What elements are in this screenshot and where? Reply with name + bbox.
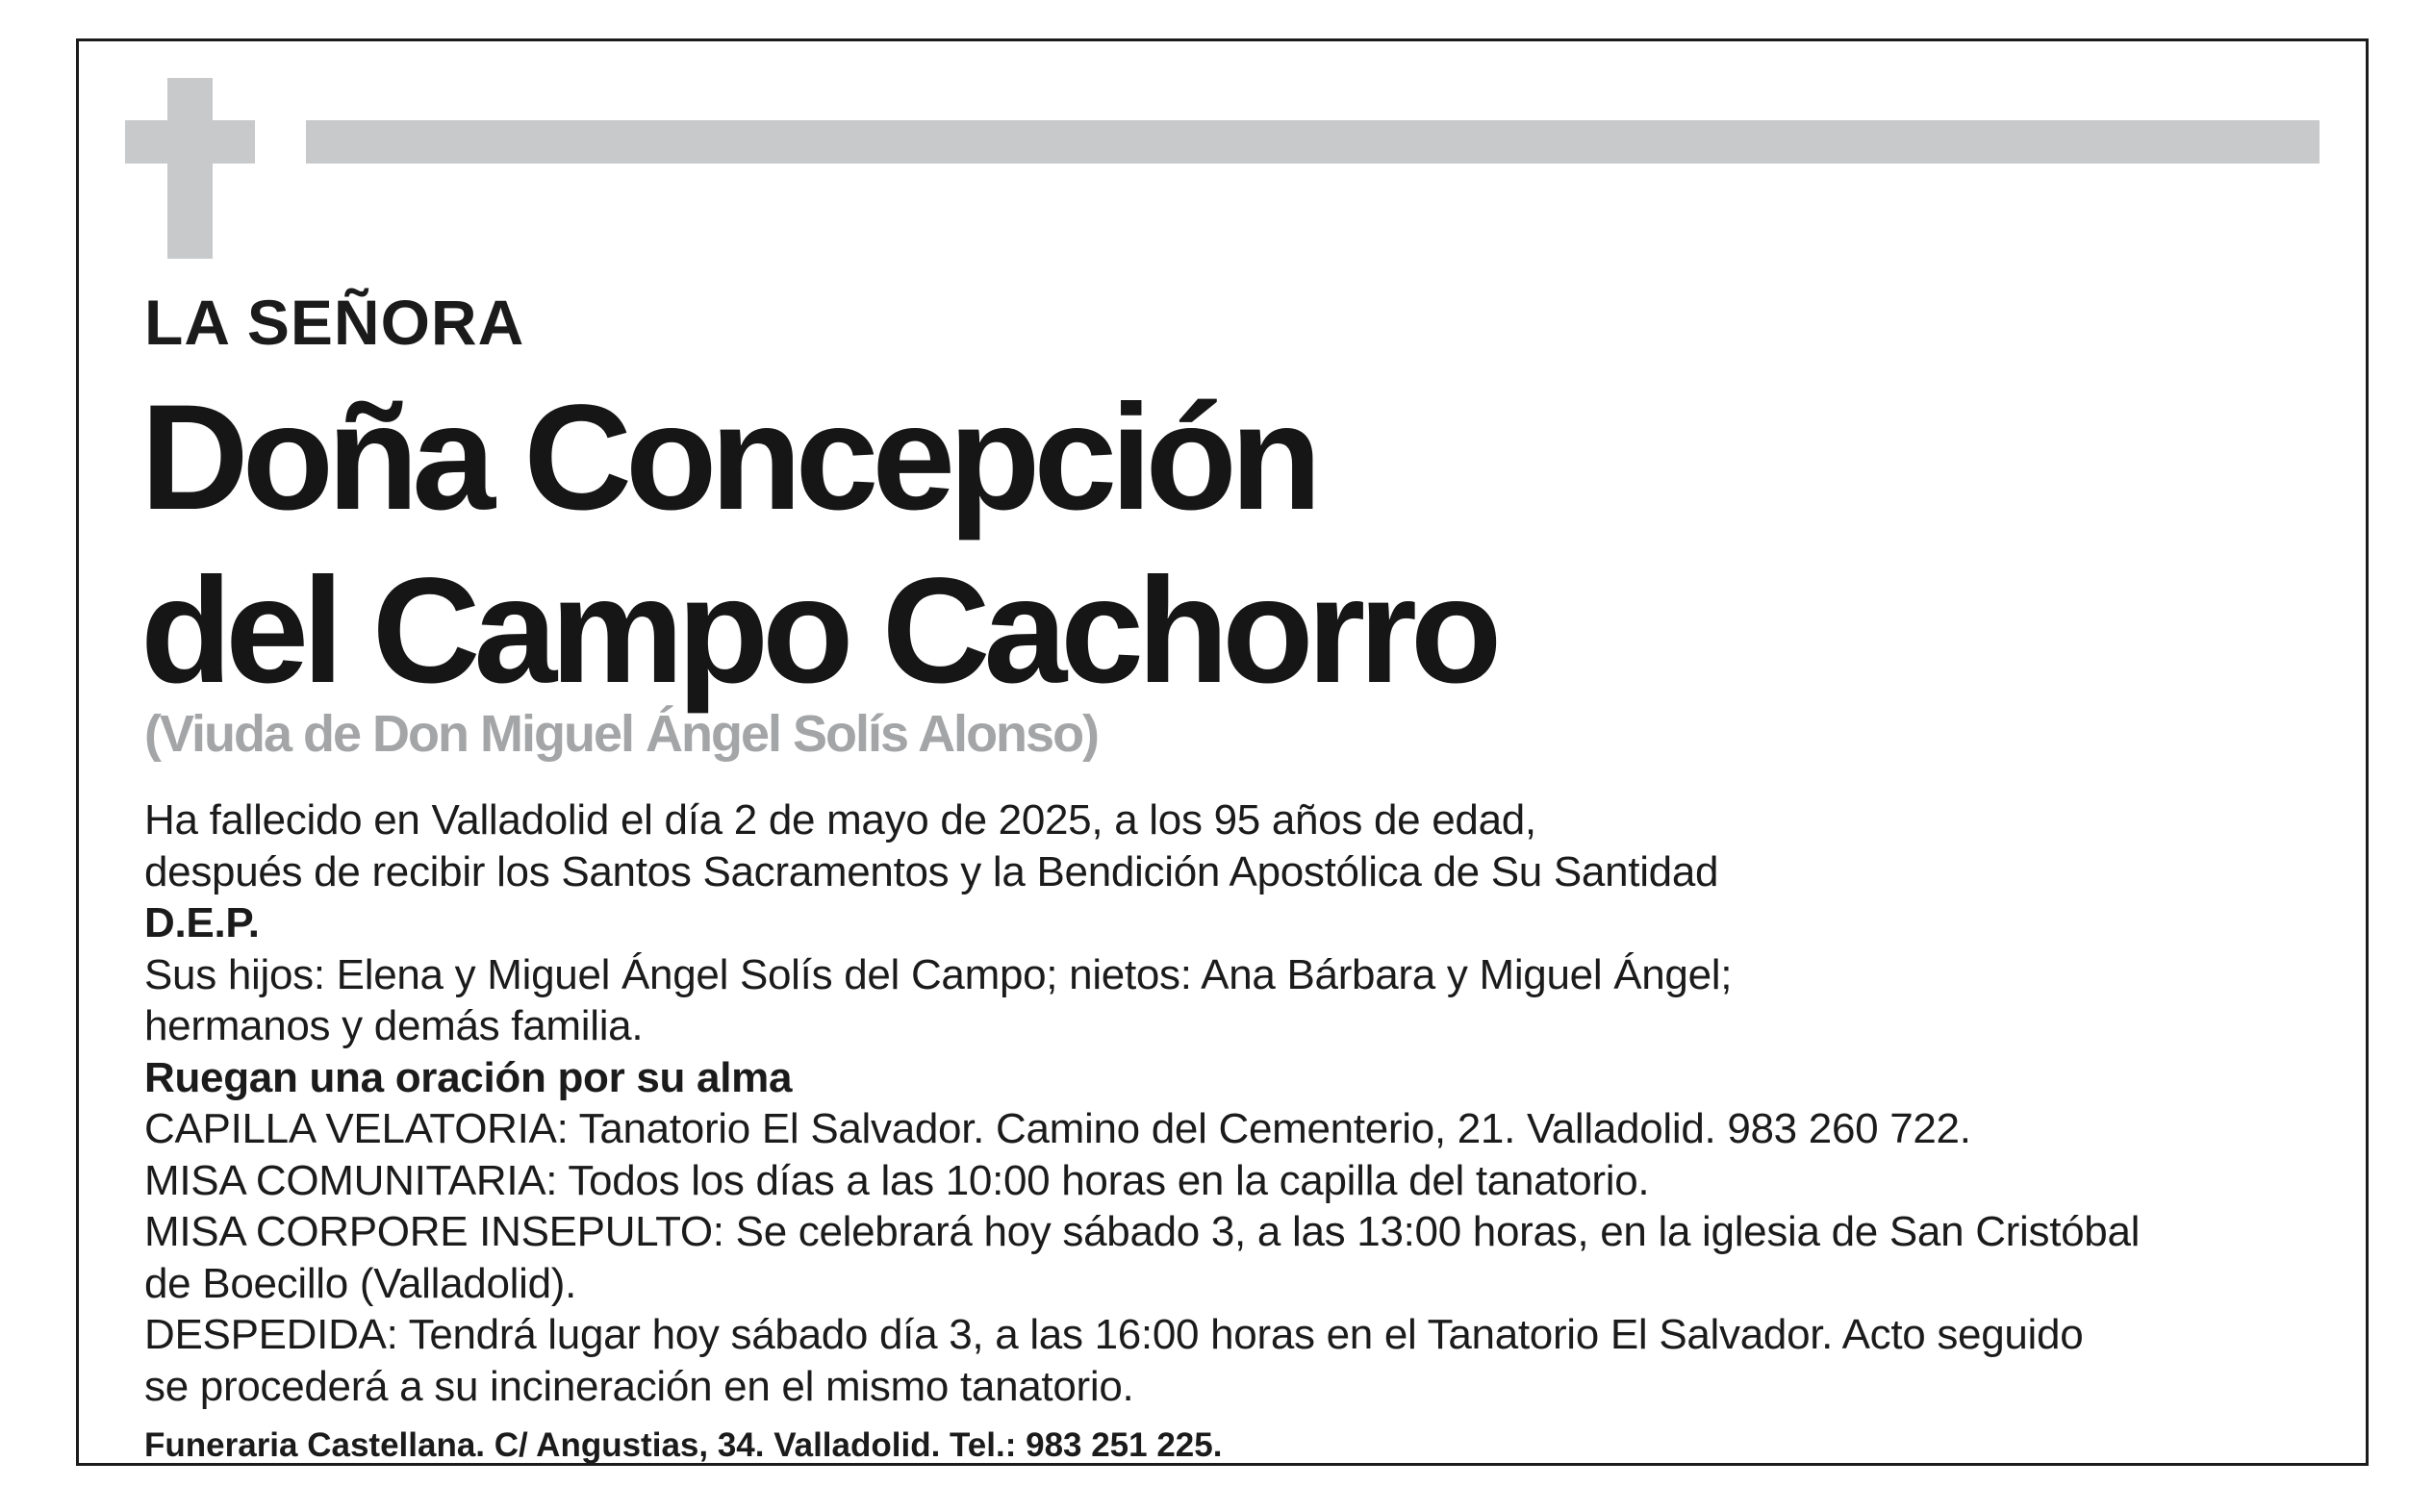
body-line-prayer: Ruegan una oración por su alma [144,1053,793,1101]
body-line-death: Ha fallecido en Valladolid el día 2 de mayo de 2025, a los 95 años de edad, [144,796,1536,844]
body-line-farewell: DESPEDIDA: Tendrá lugar hoy sábado día 3, a las 16:00 horas en el Tanatorio El Salvador. Acto seguido [144,1311,2084,1358]
funeral-home-footer: Funeraria Castellana. C/ Angustias, 34. Valladolid. Tel.: 983 251 225. [144,1426,1223,1464]
title-prefix: LA SEÑORA [144,287,525,358]
body-line-funeral-mass-cont: de Boecillo (Valladolid). [144,1259,577,1307]
header-bar [306,120,2320,164]
body-line-family: Sus hijos: Elena y Miguel Ángel Solís del Campo; nietos: Ana Bárbara y Miguel Ángel; [144,950,1733,998]
deceased-name-line-2: del Campo Cachorro [140,547,1496,715]
obituary-body [144,794,2140,1412]
deceased-name-line-1: Doña Concepción [140,374,1316,542]
cross-icon [167,78,213,259]
body-line-farewell-cont: se procederá a su incineración en el mismo tanatorio. [144,1362,1134,1410]
cross-icon-arm [125,120,255,164]
body-line-funeral-mass: MISA CORPORE INSEPULTO: Se celebrará hoy sábado 3, a las 13:00 horas, en la iglesia de San Cristóbal [144,1208,2141,1255]
body-line-dep: D.E.P. [144,899,260,946]
body-line-family-cont: hermanos y demás familia. [144,1002,644,1049]
body-line-sacraments: después de recibir los Santos Sacramentos y la Bendición Apostólica de Su Santidad [144,847,1719,895]
body-line-chapel: CAPILLA VELATORIA: Tanatorio El Salvador. Camino del Cementerio, 21. Valladolid. 983 260 722. [144,1105,1971,1152]
widow-of: (Viuda de Don Miguel Ángel Solís Alonso) [144,705,1099,763]
body-line-community-mass: MISA COMUNITARIA: Todos los días a las 10:00 horas en la capilla del tanatorio. [144,1156,1650,1204]
